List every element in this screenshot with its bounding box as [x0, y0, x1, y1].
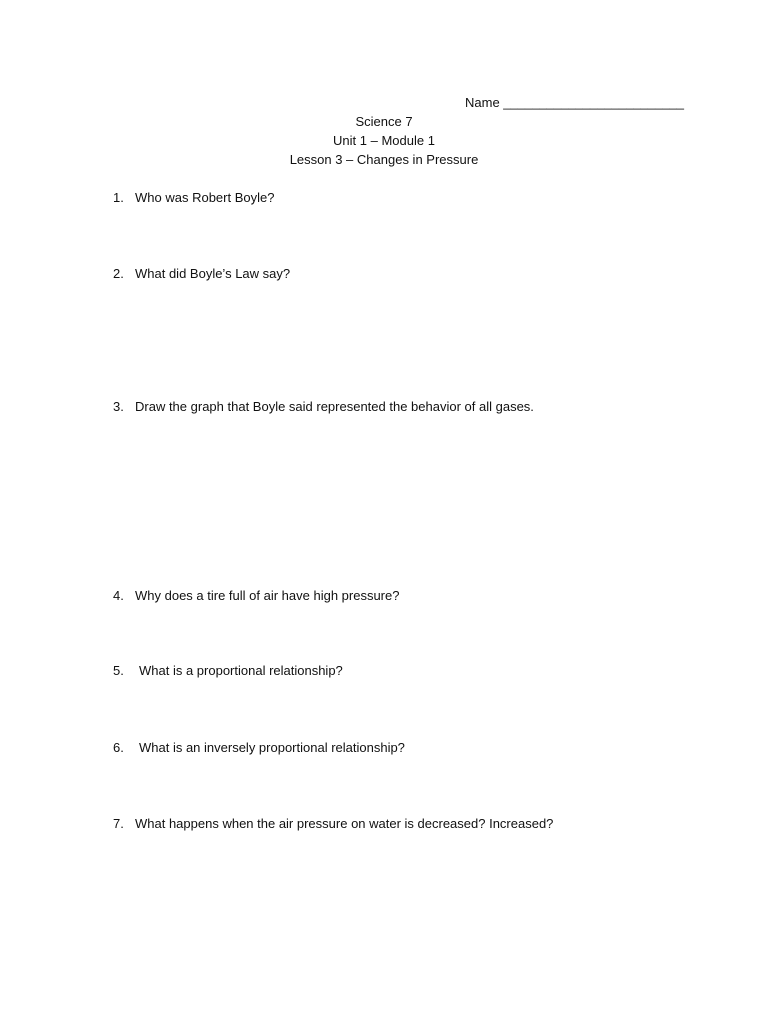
question-text: Draw the graph that Boyle said represented the behavior of all gases. [135, 399, 534, 414]
question-text: What did Boyle’s Law say? [135, 266, 291, 281]
question-text: What happens when the air pressure on water is decreased? Increased? [135, 816, 554, 831]
question-number: 4. [113, 588, 124, 603]
question-4 [113, 588, 399, 604]
question-text: Who was Robert Boyle? [135, 190, 275, 205]
name-field-label: Name _________________________ [465, 95, 685, 110]
question-text: Why does a tire full of air have high pressure? [135, 588, 400, 603]
question-number: 3. [113, 399, 124, 414]
question-text: What is an inversely proportional relationship? [139, 740, 405, 755]
question-3 [113, 399, 534, 415]
question-number: 7. [113, 816, 124, 831]
question-number: 6. [113, 740, 124, 755]
lesson-title: Lesson 3 – Changes in Pressure [289, 152, 479, 167]
question-text: What is a proportional relationship? [139, 663, 343, 678]
question-1 [113, 190, 274, 206]
question-number: 2. [113, 266, 124, 281]
question-7 [113, 816, 553, 832]
unit-title: Unit 1 – Module 1 [333, 133, 435, 148]
course-title: Science 7 [355, 114, 413, 129]
question-5 [113, 663, 343, 679]
question-number: 1. [113, 190, 124, 205]
question-number: 5. [113, 663, 124, 678]
question-6 [113, 740, 405, 756]
question-2 [113, 266, 290, 282]
